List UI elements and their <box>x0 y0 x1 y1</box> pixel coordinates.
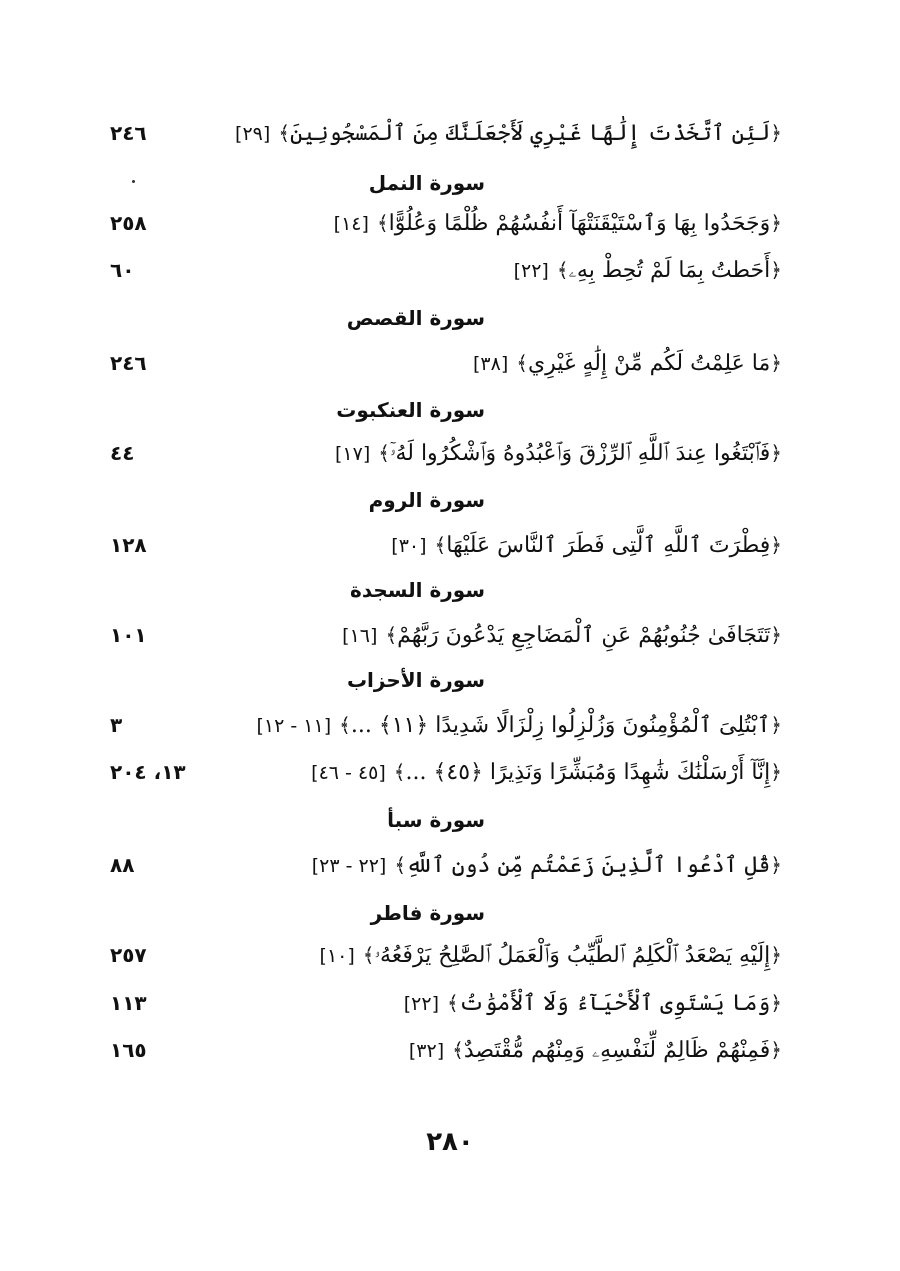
verse-reference: [٣٠] <box>391 535 427 557</box>
verse-text: ٱبْتُلِىَ ٱلْمُؤْمِنُونَ وَزُلْزِلُوا زِلْزَالًا شَدِيدًا ﴿١١﴾ ... <box>350 713 771 738</box>
open-ornament: ﴿ <box>770 351 782 375</box>
verse-reference: [١٠] <box>319 945 355 967</box>
verse-text: أَحَطتُ بِمَا لَمْ تُحِطْ بِهِۦ <box>568 258 771 283</box>
page-reference: ١١٣ <box>110 991 147 1015</box>
surah-heading: سورة العنكبوت <box>336 398 485 422</box>
close-ornament: ﴾ <box>339 713 351 737</box>
close-ornament: ﴾ <box>446 991 459 1015</box>
verse-reference: [١٧] <box>334 443 371 465</box>
verse-text: مَا عَلِمْتُ لَكُم مِّنْ إِلَٰهٍ غَيْرِي <box>527 351 771 376</box>
open-ornament: ﴿ <box>770 533 782 557</box>
open-ornament: ﴿ <box>770 713 782 737</box>
surah-heading: سورة القصص <box>346 306 485 330</box>
close-ornament: ﴾ <box>362 943 375 967</box>
close-ornament: ﴾ <box>516 351 528 375</box>
page-reference: ٤٤ <box>110 441 135 465</box>
open-ornament: ﴿ <box>770 760 782 784</box>
page-reference: ١٣، ٢٠٤ <box>110 760 186 784</box>
verse-entry <box>0 1025 900 1075</box>
verse-entry <box>0 700 900 750</box>
page-reference: ٢٤٦ <box>110 351 147 375</box>
page-number: ٢٨٠ <box>426 1127 474 1157</box>
close-ornament: ﴾ <box>556 258 569 282</box>
verse-text: فَٱبْتَغُوا عِندَ ٱللَّهِ ٱلرِّزْقَ وَٱعْبُدُوهُ وَٱشْكُرُوا لَهُۥٓ <box>389 441 771 466</box>
page-reference: ٢٥٧ <box>110 943 147 967</box>
verse-text: وَمَا يَسْتَوِى ٱلْأَحْيَآءُ وَلَا ٱلْأَمْوَٰتُ <box>458 991 771 1016</box>
verse-entry <box>0 520 900 570</box>
verse-entry <box>0 338 900 388</box>
verse-reference: [١٦] <box>342 625 378 647</box>
page-reference: ١٠١ <box>110 623 147 647</box>
close-ornament: ﴾ <box>393 760 406 784</box>
close-ornament: ﴾ <box>378 441 390 465</box>
open-ornament: ﴿ <box>770 991 782 1015</box>
verse-entry <box>0 610 900 660</box>
page-reference: ٢٤٦ <box>110 121 147 145</box>
verse-entry <box>0 747 900 797</box>
open-ornament: ﴿ <box>770 853 782 877</box>
verse-reference: [٣٨] <box>472 353 509 375</box>
verse-entry <box>0 198 900 248</box>
open-ornament: ﴿ <box>770 121 782 145</box>
verse-entry <box>0 428 900 478</box>
verse-text: فَمِنْهُمْ ظَالِمٌ لِّنَفْسِهِۦ وَمِنْهُم مُّقْتَصِدٌ <box>463 1038 771 1063</box>
surah-heading: سورة النمل <box>368 171 485 195</box>
close-ornament: ﴾ <box>376 211 389 235</box>
page-reference: ٣ <box>110 713 123 737</box>
verse-reference: [٢٢ - ٢٣] <box>311 855 387 877</box>
open-ornament: ﴿ <box>770 943 782 967</box>
open-ornament: ﴿ <box>770 623 782 647</box>
page-reference: ١٦٥ <box>110 1038 147 1062</box>
open-ornament: ﴿ <box>770 211 782 235</box>
verse-text: لَئِنِ ٱتَّخَذْتَ إِلَٰهًا غَيْرِي لَأَجْعَلَنَّكَ مِنَ ٱلْمَسْجُونِينَ <box>290 121 771 146</box>
open-ornament: ﴿ <box>770 1038 782 1062</box>
verse-text: إِنَّآ أَرْسَلْنَٰكَ شَٰهِدًا وَمُبَشِّرًا وَنَذِيرًا ﴿٤٥﴾ ... <box>405 760 771 785</box>
surah-heading: سورة سبأ <box>387 808 485 832</box>
verse-entry <box>0 978 900 1028</box>
close-ornament: ﴾ <box>278 121 291 145</box>
verse-entry <box>0 840 900 890</box>
verse-reference: [١١ - ١٢] <box>256 715 332 737</box>
page-reference: ١٢٨ <box>110 533 147 557</box>
stray-dot <box>132 180 135 183</box>
surah-heading: سورة فاطر <box>370 901 485 925</box>
surah-heading: سورة السجدة <box>350 578 485 602</box>
surah-heading: سورة الروم <box>368 488 485 512</box>
verse-reference: [٣٢] <box>408 1040 445 1062</box>
close-ornament: ﴾ <box>434 533 447 557</box>
open-ornament: ﴿ <box>770 258 782 282</box>
verse-text: فِطْرَتَ ٱللَّهِ ٱلَّتِى فَطَرَ ٱلنَّاسَ عَلَيْهَا <box>446 533 771 558</box>
verse-text: قُلِ ٱدْعُوا ٱلَّذِينَ زَعَمْتُم مِّن دُونِ ٱللَّهِ <box>406 853 771 878</box>
verse-entry <box>0 245 900 295</box>
open-ornament: ﴿ <box>770 441 782 465</box>
verse-entry <box>0 930 900 980</box>
page-reference: ٦٠ <box>110 258 135 282</box>
close-ornament: ﴾ <box>394 853 407 877</box>
page-reference: ٢٥٨ <box>110 211 147 235</box>
verse-text: وَجَحَدُوا بِهَا وَٱسْتَيْقَنَتْهَآ أَنفُسُهُمْ ظُلْمًا وَعُلُوًّا <box>388 211 771 236</box>
verse-reference: [٢٩] <box>235 123 271 145</box>
close-ornament: ﴾ <box>452 1038 464 1062</box>
page-reference: ٨٨ <box>110 853 135 877</box>
verse-reference: [٢٢] <box>513 260 549 282</box>
verse-text: إِلَيْهِ يَصْعَدُ ٱلْكَلِمُ ٱلطَّيِّبُ وَٱلْعَمَلُ ٱلصَّٰلِحُ يَرْفَعُهُۥ <box>374 943 771 968</box>
verse-reference: [٢٢] <box>403 993 439 1015</box>
verse-reference: [٤٥ - ٤٦] <box>311 762 386 784</box>
verse-reference: [١٤] <box>333 213 369 235</box>
surah-heading: سورة الأحزاب <box>346 668 485 692</box>
close-ornament: ﴾ <box>385 623 398 647</box>
verse-text: تَتَجَافَىٰ جُنُوبُهُمْ عَنِ ٱلْمَضَاجِعِ يَدْعُونَ رَبَّهُمْ <box>397 623 771 648</box>
verse-entry <box>0 108 900 158</box>
